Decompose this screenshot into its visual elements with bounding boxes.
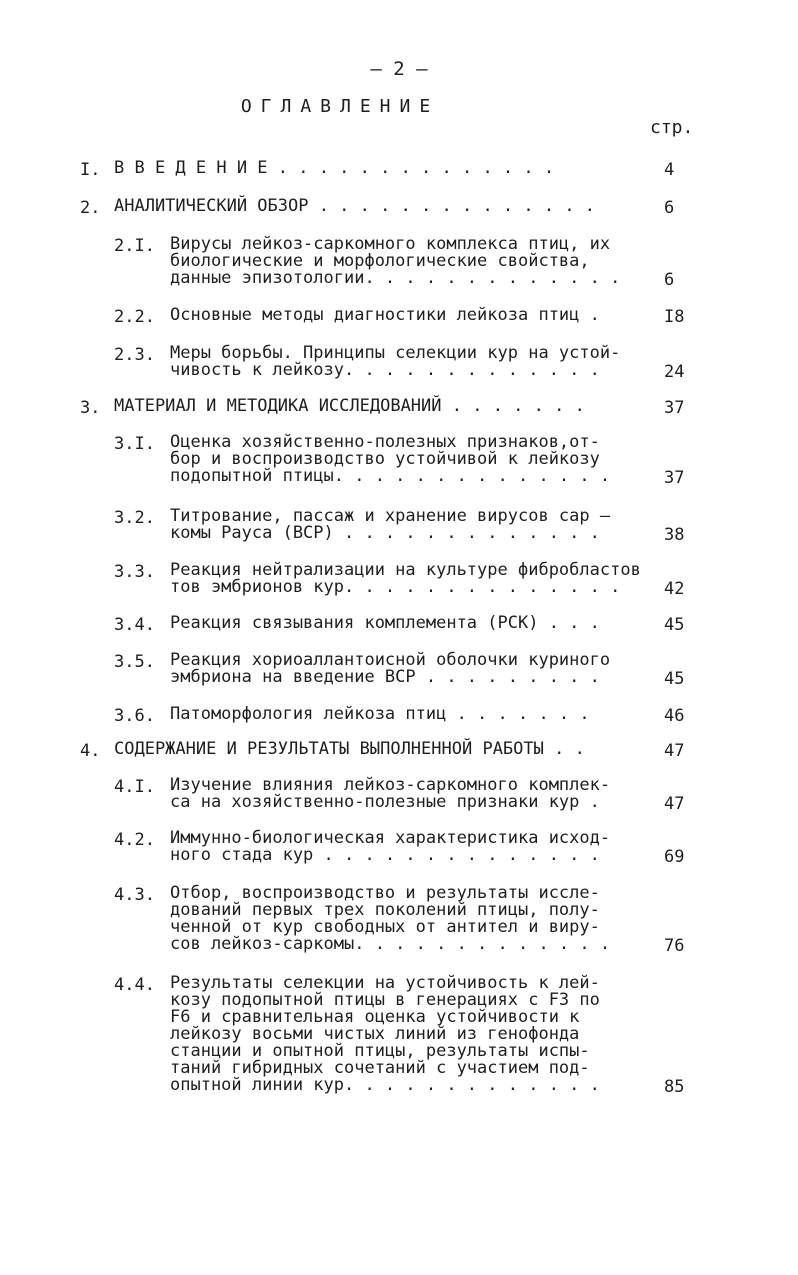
toc-entry-number: 3.6. [114,706,155,726]
toc-entry-line: АНАЛИТИЧЕСКИЙ ОБЗОР . . . . . . . . . . . . . . [114,196,596,216]
toc-entry-number: 4. [80,741,101,761]
toc-entry-page: 37 [664,468,685,488]
toc-entry-page: 37 [664,398,685,418]
toc-entry-line: Основные методы диагностики лейкоза птиц . [170,305,600,325]
toc-entry-number: 3.I. [114,434,155,454]
toc-entry-line: подопытной птицы. . . . . . . . . . . . . . [170,466,611,486]
toc-entry-line: лейкозу восьми чистых линий из генофонда [170,1024,580,1044]
toc-entry-line: са на хозяйственно-полезные признаки кур . [170,792,600,812]
toc-entry-line: сов лейкоз-саркомы. . . . . . . . . . . . . [170,934,611,954]
toc-entry-line: Реакция нейтрализации на культуре фибробластов [170,560,641,580]
toc-entry-page: 4 [664,160,675,180]
toc-entry-line: Реакция хориоаллантоисной оболочки куриного [170,650,611,670]
toc-entry-line: Титрование, пассаж и хранение вирусов сар – [170,506,611,526]
toc-entry-line: комы Рауса (ВСР) . . . . . . . . . . . . . [170,523,600,543]
toc-entry-number: 2.2. [114,307,155,327]
toc-entry-line: таний гибридных сочетаний с участием под- [170,1058,590,1078]
toc-entry-line: Отбор, воспроизводство и результаты иссле- [170,883,600,903]
toc-entry-line: F6 и сравнительная оценка устойчивости к [170,1007,580,1027]
page-title: ОГЛАВЛЕНИЕ [240,96,440,117]
toc-entry-number: 2.I. [114,236,155,256]
toc-entry-page: 45 [664,669,685,689]
toc-entry-line: Патоморфология лейкоза птиц . . . . . . . [170,704,590,724]
toc-entry-line: ченной от кур свободных от антител и виру- [170,917,600,937]
toc-entry-page: 38 [664,525,685,545]
toc-entry-line: В В Е Д Е Н И Е . . . . . . . . . . . . . . [114,158,555,178]
toc-entry-page: 69 [664,847,685,867]
toc-entry-number: 2. [80,198,101,218]
page-column-label: стр. [650,117,694,138]
toc-entry-number: 3. [80,398,101,418]
toc-entry-number: 3.5. [114,652,155,672]
toc-entry-number: 4.4. [114,975,155,995]
toc-entry-line: эмбриона на введение ВСР . . . . . . . . . [170,667,600,687]
toc-entry-page: 47 [664,794,685,814]
toc-entry-number: 4.I. [114,777,155,797]
toc-entry-page: 85 [664,1077,685,1097]
toc-entry-page: 42 [664,579,685,599]
toc-entry-number: 4.3. [114,885,155,905]
toc-entry-line: Меры борьбы. Принципы селекции кур на устой- [170,343,621,363]
toc-entry-line: дований первых трех поколений птицы, полу- [170,900,600,920]
toc-entry-page: 24 [664,362,685,382]
toc-entry-line: козу подопытной птицы в генерациях с F3 по [170,990,600,1010]
toc-entry-page: 6 [664,270,675,290]
toc-entry-number: 2.3. [114,345,155,365]
toc-entry-line: чивость к лейкозу. . . . . . . . . . . . . [170,360,600,380]
toc-entry-line: Иммунно-биологическая характеристика исход- [170,828,611,848]
toc-entry-line: опытной линии кур. . . . . . . . . . . . . [170,1075,600,1095]
toc-entry-number: 3.3. [114,562,155,582]
toc-entry-line: СОДЕРЖАНИЕ И РЕЗУЛЬТАТЫ ВЫПОЛНЕННОЙ РАБОТЫ . . [114,739,585,759]
toc-entry-line: биологические и морфологические свойства, [170,251,590,271]
toc-entry-line: данные эпизотологии. . . . . . . . . . . . . [170,268,621,288]
toc-entry-line: бор и воспроизводство устойчивой к лейкозу [170,449,600,469]
toc-entry-line: Вирусы лейкоз-саркомного комплекса птиц, их [170,234,611,254]
toc-entry-number: 3.2. [114,508,155,528]
toc-entry-line: Изучение влияния лейкоз-саркомного комплек- [170,775,611,795]
toc-entry-line: Оценка хозяйственно-полезных признаков,от- [170,432,600,452]
toc-entry-line: Результаты селекции на устойчивость к лей- [170,973,600,993]
toc-entry-page: 76 [664,936,685,956]
page-number: – 2 – [370,58,428,80]
toc-entry-page: 45 [664,615,685,635]
toc-entry-line: Реакция связывания комплемента (РСК) . . . [170,613,600,633]
toc-entry-number: I. [80,160,101,180]
toc-entry-number: 3.4. [114,615,155,635]
toc-entry-number: 4.2. [114,830,155,850]
toc-entry-page: I8 [664,307,685,327]
toc-entry-page: 47 [664,741,685,761]
toc-entry-line: тов эмбрионов кур. . . . . . . . . . . . . . [170,577,621,597]
toc-entry-line: ного стада кур . . . . . . . . . . . . . . [170,845,600,865]
toc-entry-line: МАТЕРИАЛ И МЕТОДИКА ИССЛЕДОВАНИЙ . . . . . . . [114,396,585,416]
toc-entry-page: 6 [664,198,675,218]
toc-entry-page: 46 [664,706,685,726]
toc-entry-line: станции и опытной птицы, результаты испы- [170,1041,590,1061]
